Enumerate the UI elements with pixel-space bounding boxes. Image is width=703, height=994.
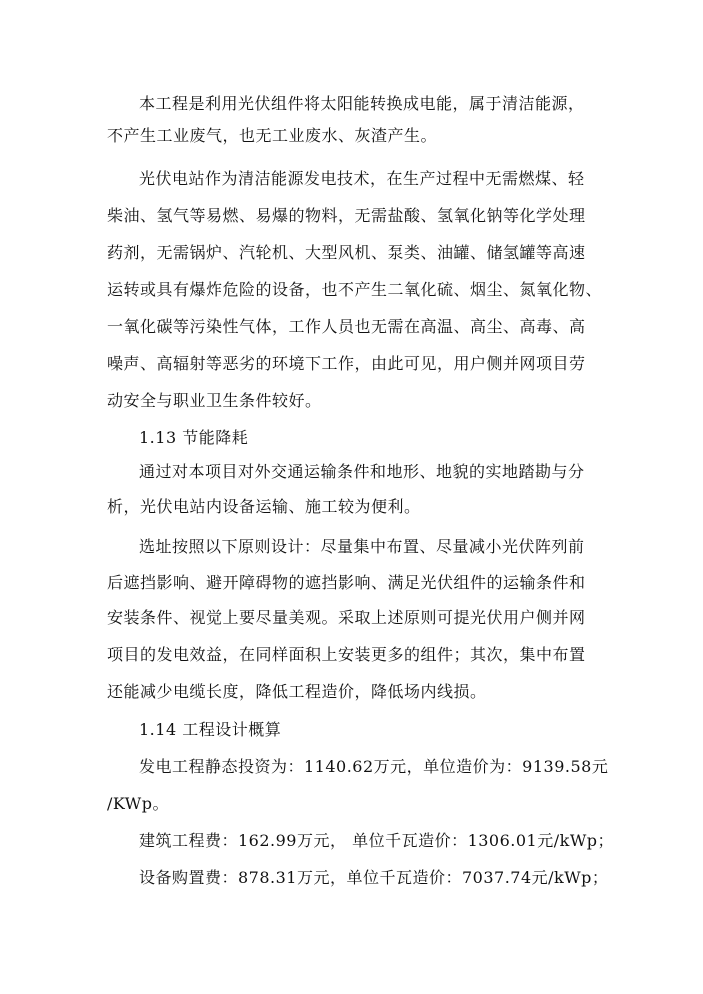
section-heading-1-14: 1.14 工程设计概算	[139, 720, 282, 739]
section-heading-1-13: 1.13 节能降耗	[139, 428, 249, 447]
paragraph-3-line-2: 析，光伏电站内设备运输、施工较为便利。	[107, 497, 421, 516]
paragraph-2-line-7: 动安全与职业卫生条件较好。	[107, 391, 322, 410]
paragraph-2-line-2: 柴油、氢气等易燃、易爆的物料，无需盐酸、氢氧化钠等化学处理	[107, 206, 586, 225]
paragraph-4-line-5: 还能减少电缆长度，降低工程造价，降低场内线损。	[107, 682, 487, 701]
paragraph-4-line-3: 安装条件、视觉上要尽量美观。采取上述原则可提光伏用户侧并网	[107, 608, 586, 627]
paragraph-4-line-1: 选址按照以下原则设计：尽量集中布置、尽量减小光伏阵列前	[139, 537, 585, 556]
paragraph-2-line-1: 光伏电站作为清洁能源发电技术，在生产过程中无需燃煤、轻	[139, 169, 585, 188]
paragraph-4-line-2: 后遮挡影响、避开障碍物的遮挡影响、满足光伏组件的运输条件和	[107, 573, 586, 592]
paragraph-1-line-1: 本工程是利用光伏组件将太阳能转换成电能，属于清洁能源，	[139, 94, 585, 113]
paragraph-3-line-1: 通过对本项目对外交通运输条件和地形、地貌的实地踏勘与分	[139, 462, 585, 481]
paragraph-4-line-4: 项目的发电效益，在同样面积上安装更多的组件；其次，集中布置	[107, 645, 586, 664]
equipment-cost-line: 设备购置费：878.31万元，单位千瓦造价：7037.74元/kWp；	[139, 868, 609, 887]
paragraph-5-line-1: 发电工程静态投资为：1140.62万元，单位造价为：9139.58元	[139, 757, 609, 776]
paragraph-5-line-2: /KWp。	[107, 794, 169, 813]
construction-cost-line: 建筑工程费：162.99万元， 单位千瓦造价：1306.01元/kWp；	[139, 831, 615, 850]
paragraph-1-line-2: 不产生工业废气，也无工业废水、灰渣产生。	[107, 126, 438, 145]
paragraph-2-line-4: 运转或具有爆炸危险的设备，也不产生二氧化硫、烟尘、氮氧化物、	[107, 280, 603, 299]
paragraph-2-line-3: 药剂，无需锅炉、汽轮机、大型风机、泵类、油罐、储氢罐等高速	[107, 243, 586, 262]
paragraph-2-line-6: 噪声、高辐射等恶劣的环境下工作，由此可见，用户侧并网项目劳	[107, 354, 586, 373]
paragraph-2-line-5: 一氧化碳等污染性气体，工作人员也无需在高温、高尘、高毒、高	[107, 317, 586, 336]
